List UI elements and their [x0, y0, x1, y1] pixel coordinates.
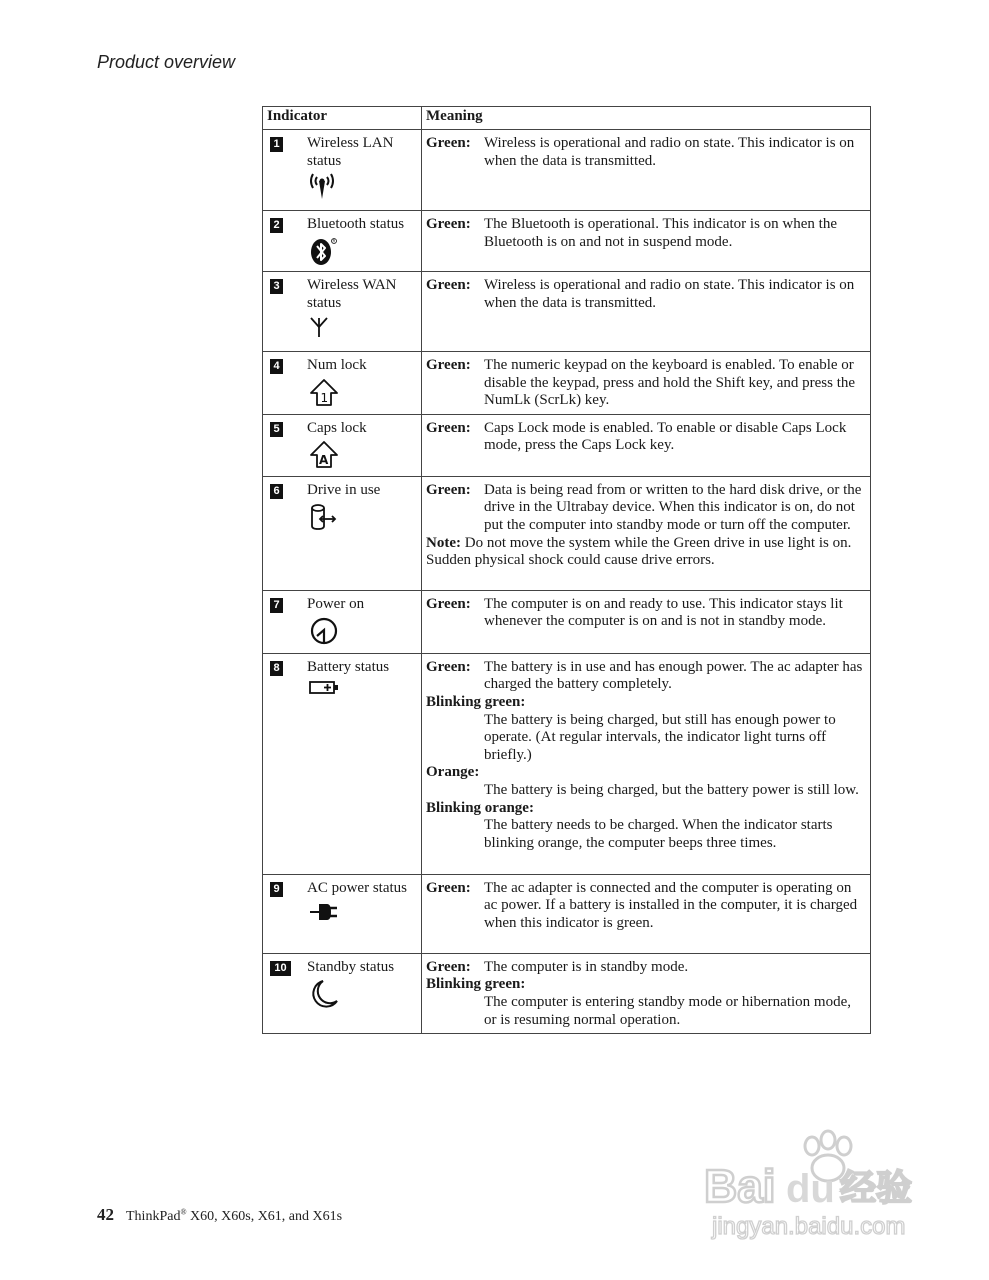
- indicator-number-badge: 8: [270, 661, 283, 676]
- meaning-cell: [422, 874, 871, 953]
- indicator-label: Drive in use: [307, 481, 381, 498]
- page-footer: [97, 1205, 342, 1225]
- table-header-row: [263, 107, 871, 130]
- ac-plug-icon: [309, 900, 417, 928]
- indicator-number-badge: 1: [270, 137, 283, 152]
- table-row: [263, 476, 871, 590]
- table-row: [263, 414, 871, 476]
- meaning-cell: [422, 352, 871, 415]
- indicator-label: Standby status: [307, 958, 395, 975]
- state-description: Data is being read from or written to the hard disk drive, or the drive in the Ultrabay device. When this indicator is on, do not put the computer into standby mode or turn off the computer.: [484, 481, 862, 533]
- indicator-label: Power on: [307, 595, 365, 612]
- state-description: The battery is in use and has enough power. The ac adapter has charged the battery completely.: [484, 658, 863, 693]
- state-entry: [426, 482, 866, 535]
- indicator-cell: [263, 211, 422, 272]
- indicator-cell: [263, 352, 422, 415]
- meaning-cell: [422, 653, 871, 874]
- footer-reg-mark: ®: [180, 1207, 187, 1217]
- state-description: Wireless is operational and radio on state. This indicator is on when the data is transmitted.: [484, 277, 855, 311]
- indicator-cell: [263, 953, 422, 1033]
- state-label: Green:: [426, 277, 471, 293]
- svg-text:1: 1: [320, 390, 329, 405]
- table-row: [263, 590, 871, 653]
- drive-icon: [309, 502, 417, 530]
- header-indicator: Indicator: [263, 107, 422, 130]
- table-row: [263, 130, 871, 211]
- svg-text:A: A: [319, 453, 329, 468]
- table-row: [263, 874, 871, 953]
- meaning-cell: [422, 272, 871, 352]
- state-description: The computer is in standby mode.: [484, 958, 689, 975]
- note-text: Do not move the system while the Green drive in use light is on. Sudden physical shock could cause drive errors.: [426, 534, 852, 569]
- wireless-lan-icon: [309, 173, 417, 201]
- state-entry: [426, 659, 866, 694]
- state-entry: [426, 357, 866, 410]
- state-label: Blinking green:: [426, 976, 526, 993]
- state-description: The battery needs to be charged. When the indicator starts blinking orange, the computer beeps three times.: [484, 817, 833, 851]
- indicator-cell: [263, 476, 422, 590]
- state-label: Green:: [426, 135, 471, 151]
- state-description: Caps Lock mode is enabled. To enable or disable Caps Lock mode, press the Caps Lock key.: [484, 419, 847, 454]
- state-entry: [426, 216, 866, 251]
- indicator-number-badge: 10: [270, 961, 291, 976]
- state-description: The computer is on and ready to use. This indicator stays lit whenever the computer is on and is not in standby mode.: [484, 595, 843, 630]
- indicator-table: [262, 106, 871, 1034]
- state-description: The Bluetooth is operational. This indicator is on when the Bluetooth is on and not in suspend mode.: [484, 216, 837, 250]
- table-row: [263, 272, 871, 352]
- header-meaning: Meaning: [422, 107, 871, 130]
- state-label: Green:: [426, 658, 471, 675]
- indicator-label: Wireless LAN status: [307, 135, 394, 169]
- indicator-cell: [263, 272, 422, 352]
- caps-lock-icon: [309, 440, 417, 468]
- watermark-url: jingyan.baidu.com: [712, 1213, 906, 1240]
- indicator-number-badge: 7: [270, 598, 283, 613]
- svg-text:du: du: [786, 1167, 835, 1211]
- indicator-number-badge: 6: [270, 484, 283, 499]
- state-entry: [426, 420, 866, 455]
- state-description: The battery is being charged, but still has enough power to operate. (At regular intervals, the indicator light turns off briefly.): [484, 711, 836, 763]
- state-label: Green:: [426, 958, 471, 975]
- footer-product: ThinkPad: [126, 1209, 181, 1224]
- section-title: Product overview: [97, 52, 236, 72]
- state-label: Green:: [426, 216, 471, 232]
- battery-icon: [309, 679, 417, 707]
- indicator-cell: [263, 414, 422, 476]
- state-label: Green:: [426, 595, 471, 612]
- table-row: [263, 653, 871, 874]
- meaning-cell: [422, 414, 871, 476]
- state-entry: [426, 880, 866, 933]
- svg-text:R: R: [332, 238, 336, 244]
- baidu-jingyan-watermark: [700, 1128, 940, 1248]
- state-entry: [426, 135, 866, 170]
- state-description: The numeric keypad on the keyboard is enabled. To enable or disable the keypad, press and hold the Shift key, and press the NumLk (ScrLk) key.: [484, 357, 856, 409]
- indicator-number-badge: 9: [270, 882, 283, 897]
- state-description: The battery is being charged, but the battery power is still low.: [484, 781, 859, 798]
- meaning-cell: [422, 953, 871, 1033]
- bluetooth-icon: [309, 237, 417, 265]
- table-row: [263, 352, 871, 415]
- indicator-label: Bluetooth status: [307, 216, 405, 232]
- state-label: Green:: [426, 419, 471, 436]
- indicator-cell: [263, 590, 422, 653]
- indicator-number-badge: 5: [270, 422, 283, 437]
- table-row: [263, 211, 871, 272]
- state-description: Wireless is operational and radio on state. This indicator is on when the data is transmitted.: [484, 135, 855, 169]
- page-number: 42: [97, 1205, 114, 1224]
- meaning-cell: [422, 476, 871, 590]
- indicator-cell: [263, 874, 422, 953]
- state-entry: [426, 596, 866, 631]
- watermark-cn: 经验: [840, 1168, 913, 1209]
- indicator-label: Battery status: [307, 658, 390, 675]
- indicator-number-badge: 2: [270, 218, 283, 233]
- indicator-number-badge: 4: [270, 359, 283, 374]
- state-label: Blinking orange:: [426, 799, 534, 816]
- indicator-label: AC power status: [307, 879, 407, 896]
- indicator-cell: [263, 130, 422, 211]
- state-entry: [426, 277, 866, 312]
- state-description: The ac adapter is connected and the computer is operating on ac power. If a battery is installed in the computer, it is charged when this indicator is green.: [484, 879, 858, 931]
- indicator-label: Wireless WAN status: [307, 277, 397, 311]
- indicator-cell: [263, 653, 422, 874]
- state-label: Blinking green:: [426, 693, 526, 710]
- state-description: The computer is entering standby mode or hibernation mode, or is resuming normal operation.: [484, 993, 851, 1028]
- indicator-number-badge: 3: [270, 279, 283, 294]
- footer-models: X60, X60s, X61, and X61s: [190, 1209, 343, 1224]
- num-lock-icon: [309, 378, 417, 406]
- svg-text:Bai: Bai: [704, 1160, 776, 1212]
- state-label: Green:: [426, 481, 471, 498]
- table-row: [263, 953, 871, 1033]
- state-entry: [426, 959, 866, 977]
- note-label: Note:: [426, 534, 461, 551]
- moon-icon: [309, 979, 417, 1007]
- meaning-cell: [422, 130, 871, 211]
- antenna-icon: [309, 315, 417, 343]
- meaning-cell: [422, 211, 871, 272]
- state-label: Green:: [426, 357, 471, 373]
- state-label: Orange:: [426, 764, 480, 781]
- state-label: Green:: [426, 879, 471, 896]
- indicator-label: Num lock: [307, 357, 367, 373]
- note: [426, 535, 866, 570]
- power-icon: [309, 616, 417, 644]
- meaning-cell: [422, 590, 871, 653]
- indicator-label: Caps lock: [307, 419, 367, 436]
